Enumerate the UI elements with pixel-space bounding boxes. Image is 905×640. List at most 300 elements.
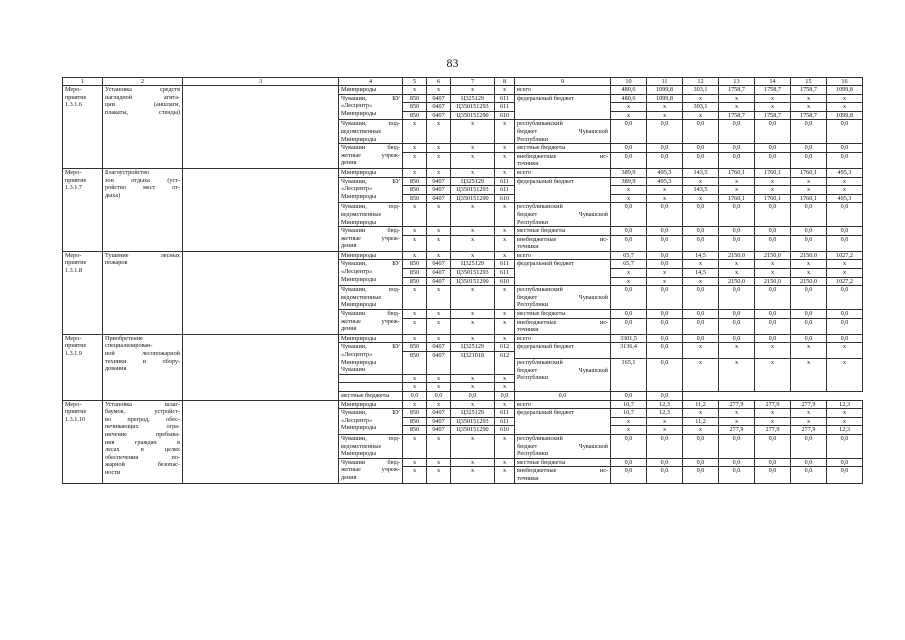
cell-line: точники [517, 243, 539, 251]
cell-line: Чувашии, БУ [341, 94, 400, 102]
cell-line: республиканский [517, 434, 563, 442]
cell-line: Тушение лесных [105, 251, 180, 259]
budget-code: 0407 [427, 343, 451, 352]
budget-table [62, 77, 863, 484]
measure-name [103, 251, 183, 334]
budget-code: х [495, 152, 515, 168]
cell-line [341, 375, 400, 383]
cell-line: всего [517, 334, 531, 342]
budget-code: х [451, 318, 495, 334]
amount: 0,0 [647, 251, 683, 260]
cell-line: Минприроды [341, 251, 377, 259]
cell-line: федеральный бюджет [517, 177, 574, 185]
amount: 0,0 [683, 467, 719, 483]
cell-line: дения [341, 242, 357, 250]
executor [339, 86, 403, 95]
amount: 0,0 [683, 318, 719, 334]
amount: 495,3 [827, 168, 863, 177]
budget-code: х [427, 251, 451, 260]
budget-code: Ц350151290 [451, 194, 495, 203]
amount: 0,0 [647, 391, 683, 400]
amount: х [611, 277, 647, 286]
amount: х [647, 186, 683, 195]
amount: 2150,0 [719, 277, 755, 286]
cell-line: Минприроды [341, 192, 377, 200]
funding-source [515, 152, 611, 168]
funding-source [515, 168, 611, 177]
cell-line: Чувашии, БУ [341, 343, 400, 351]
budget-code: 612 [495, 352, 515, 375]
amount: 0,0 [647, 227, 683, 236]
amount: 480,6 [611, 94, 647, 103]
cell-line: ведомственные [341, 293, 382, 301]
executor [339, 374, 403, 383]
budget-code: 0407 [427, 352, 451, 375]
budget-code: Ц350151293 [451, 186, 495, 195]
cell-line: Республики [517, 374, 549, 382]
amount: х [755, 94, 791, 103]
budget-code: х [427, 383, 451, 392]
budget-code: х [495, 383, 515, 392]
amount: 277,9 [755, 400, 791, 409]
cell-line: Минприроды [341, 86, 377, 93]
amount: х [827, 417, 863, 426]
budget-code: х [495, 203, 515, 227]
amount: х [827, 343, 863, 359]
budget-code: Ц325129 [451, 177, 495, 186]
budget-code: 850 [403, 409, 427, 418]
cell-line: техники и обору- [105, 357, 180, 365]
cell-line: пожаров [105, 259, 128, 267]
cell-line: Меро- [65, 251, 82, 259]
cell-line: Благоустройство [105, 168, 150, 176]
amount: 11,2 [683, 417, 719, 426]
amount: х [791, 409, 827, 418]
column-header: 15 [791, 78, 827, 86]
amount: 1027,2 [827, 251, 863, 260]
header-row [63, 78, 863, 86]
budget-code: х [495, 374, 515, 383]
amount: 0,0 [755, 310, 791, 319]
budget-code: х [451, 458, 495, 467]
amount: х [827, 94, 863, 103]
amount: х [791, 186, 827, 195]
cell-line: ции (аншлаги, [105, 101, 180, 109]
amount: 0,0 [827, 310, 863, 319]
funding-source [515, 467, 611, 483]
budget-code: х [403, 235, 427, 251]
cell-line: дыха) [105, 191, 121, 199]
cell-line: ности [105, 468, 121, 476]
amount: 277,9 [719, 400, 755, 409]
amount: 1099,8 [647, 86, 683, 95]
amount: 0,0 [647, 203, 683, 227]
budget-code: х [403, 168, 427, 177]
amount: х [683, 359, 719, 392]
amount: 1099,8 [647, 94, 683, 103]
amount: х [719, 417, 755, 426]
amount: 0,0 [827, 203, 863, 227]
amount: 0,0 [647, 434, 683, 458]
budget-code: х [495, 318, 515, 334]
cell-line: лесах в целях [105, 446, 180, 454]
funding-source [515, 409, 611, 435]
cell-line: приятие [65, 93, 87, 101]
amount: х [611, 417, 647, 426]
amount: 0,0 [827, 227, 863, 236]
budget-code: х [495, 458, 515, 467]
amount: 0,0 [683, 120, 719, 144]
cell-line: ной лесопожарной [105, 350, 180, 357]
budget-code: х [427, 144, 451, 153]
amount: 12,3 [827, 400, 863, 409]
budget-code: х [427, 458, 451, 467]
budget-code: х [403, 144, 427, 153]
executor [339, 310, 403, 335]
cell-line: федеральный бюджет [517, 94, 574, 102]
cell-line: Минприроды [341, 301, 377, 309]
budget-code: х [403, 374, 427, 383]
cell-line: федеральный бюджет [517, 409, 574, 417]
cell-line: приятие [65, 408, 87, 416]
measure-name [103, 400, 183, 483]
budget-code: х [451, 152, 495, 168]
amount: х [719, 343, 755, 359]
cell-line: 1.3.1.8 [65, 267, 83, 275]
funding-source [515, 400, 611, 409]
cell-line: специализирован- [105, 342, 153, 350]
column-header: 12 [683, 78, 719, 86]
amount: 1099,8 [827, 111, 863, 120]
amount: 0,0 [791, 310, 827, 319]
budget-code: х [495, 120, 515, 144]
budget-code: х [427, 152, 451, 168]
amount: х [791, 94, 827, 103]
amount: 495,3 [647, 177, 683, 186]
cell-line: Чувашии [341, 366, 366, 374]
amount: 65,7 [611, 260, 647, 269]
amount: х [683, 177, 719, 186]
amount: 0,0 [827, 152, 863, 168]
budget-code: х [403, 400, 427, 409]
budget-code: х [403, 318, 427, 334]
amount: х [611, 426, 647, 435]
budget-code: 850 [403, 277, 427, 286]
amount: 0,0 [719, 310, 755, 319]
amount: 0,0 [495, 391, 515, 400]
budget-code: х [427, 120, 451, 144]
amount: 2150,0 [791, 251, 827, 260]
amount: 0,0 [683, 334, 719, 343]
amount: 0,0 [403, 391, 427, 400]
budget-code: Ц350151293 [451, 103, 495, 112]
cell-line: ния граждан в [105, 438, 180, 446]
amount: х [719, 359, 755, 392]
amount: 0,0 [791, 318, 827, 334]
cell-line: Чувашии бюд- [341, 144, 400, 152]
amount: 0,0 [827, 144, 863, 153]
budget-code: х [403, 251, 427, 260]
amount: х [827, 269, 863, 278]
cell-line: Меро- [65, 400, 82, 408]
amount: 0,0 [719, 235, 755, 251]
amount: 0,0 [791, 203, 827, 227]
amount: 0,0 [611, 458, 647, 467]
column-header: 2 [103, 78, 183, 86]
budget-code: 611 [495, 186, 515, 195]
budget-code: х [451, 286, 495, 310]
budget-code: 0407 [427, 103, 451, 112]
measure-id [63, 251, 103, 334]
funding-source [515, 318, 611, 334]
column-header: 4 [339, 78, 403, 86]
cell-line: всего [517, 400, 531, 408]
amount: 389,9 [611, 177, 647, 186]
cell-line: всего [517, 168, 531, 176]
budget-code: х [451, 310, 495, 319]
amount: 0,0 [755, 227, 791, 236]
budget-code: х [495, 227, 515, 236]
cell-line: «Лесцентр» [341, 351, 373, 358]
funding-source [515, 334, 611, 343]
amount: 0,0 [647, 144, 683, 153]
measure-id [63, 168, 103, 251]
executor [339, 144, 403, 169]
funding-source [515, 177, 611, 203]
budget-code: х [451, 334, 495, 343]
cell-line: Минприроды [341, 168, 377, 176]
funding-source [515, 251, 611, 260]
cell-line: Республики [517, 301, 549, 309]
amount: 165,1 [611, 359, 647, 392]
amount: 0,0 [791, 152, 827, 168]
table-row [63, 168, 863, 177]
amount: 480,6 [611, 86, 647, 95]
amount: х [755, 359, 791, 392]
budget-code: 850 [403, 103, 427, 112]
cell-line: Минприроды [341, 334, 377, 342]
funding-source [515, 434, 611, 458]
amount: 0,0 [755, 203, 791, 227]
cell-line: «Лесцентр» [341, 416, 373, 424]
budget-code: 850 [403, 186, 427, 195]
budget-code: х [427, 467, 451, 483]
budget-code: х [451, 400, 495, 409]
amount: 0,0 [611, 391, 647, 400]
budget-code: х [495, 286, 515, 310]
funding-source [515, 310, 611, 319]
cell-line: внебюджетные ис- [517, 235, 608, 243]
amount: 2150,0 [791, 277, 827, 286]
column-header: 13 [719, 78, 755, 86]
budget-code: х [427, 310, 451, 319]
amount: 14,5 [683, 269, 719, 278]
column-header: 7 [451, 78, 495, 86]
budget-code: Ц350151290 [451, 277, 495, 286]
budget-code: х [451, 434, 495, 458]
executor [339, 251, 403, 260]
amount: 0,0 [827, 458, 863, 467]
budget-code: Ц350151293 [451, 417, 495, 426]
amount: 0,0 [611, 235, 647, 251]
cell-line: жетные учреж- [341, 466, 400, 474]
budget-code: х [451, 251, 495, 260]
amount: х [827, 409, 863, 418]
cell-line: Минприроды [341, 218, 377, 226]
amount: 0,0 [683, 227, 719, 236]
budget-code: 610 [495, 111, 515, 120]
budget-code: 0407 [427, 111, 451, 120]
cell-line: зон отдыха (уст- [105, 176, 180, 184]
funding-source [515, 286, 611, 310]
amount: 65,7 [611, 251, 647, 260]
cell-line: Меро- [65, 334, 82, 342]
amount: 389,9 [611, 168, 647, 177]
cell-line: дения [341, 159, 357, 167]
budget-code: х [451, 86, 495, 95]
cell-line: «Лесцентр» [341, 185, 373, 193]
cell-line: бюджет Чувашской [517, 210, 608, 218]
amount: 0,0 [719, 120, 755, 144]
budget-code: х [451, 383, 495, 392]
cell-line: Минприроды [341, 424, 377, 432]
amount: 2150,0 [755, 277, 791, 286]
budget-code: х [403, 120, 427, 144]
amount: 0,0 [719, 152, 755, 168]
cell-line: бюджет Чувашской [517, 127, 608, 135]
cell-line [341, 383, 400, 391]
table-row [63, 86, 863, 95]
funding-source [515, 458, 611, 467]
amount: х [791, 359, 827, 392]
budget-code: 610 [495, 194, 515, 203]
column-header: 16 [827, 78, 863, 86]
amount: х [683, 409, 719, 418]
cell-line: Меро- [65, 86, 82, 93]
cell-line: местные бюджеты [517, 310, 566, 318]
funding-source [515, 86, 611, 95]
cell-line: обеспечения по- [105, 453, 180, 461]
amount: 0,0 [683, 203, 719, 227]
cell-line: республиканский [517, 286, 563, 294]
executor [339, 383, 403, 392]
amount: 0,0 [515, 391, 611, 400]
budget-code: 0407 [427, 426, 451, 435]
budget-code: х [403, 334, 427, 343]
executor [339, 343, 403, 374]
amount: 0,0 [647, 467, 683, 483]
budget-code: х [427, 235, 451, 251]
amount: 0,0 [647, 343, 683, 359]
amount: 0,0 [791, 286, 827, 310]
column-header: 11 [647, 78, 683, 86]
cell-line: баумов, устройст- [105, 408, 180, 416]
funding-source [515, 144, 611, 153]
budget-code: х [427, 318, 451, 334]
cell-line: 1.3.1.7 [65, 184, 83, 192]
amount: 0,0 [827, 334, 863, 343]
amount: 0,0 [611, 152, 647, 168]
cell-line: Чувашии, под- [341, 434, 400, 442]
cell-line: всего [517, 251, 531, 259]
budget-code: 611 [495, 260, 515, 269]
cell-line: федеральный бюджет [517, 343, 574, 351]
column-header: 3 [183, 78, 339, 86]
amount: 11,2 [683, 400, 719, 409]
amount: х [647, 103, 683, 112]
cell-line: ведомственные [341, 210, 382, 218]
amount: 0,0 [755, 120, 791, 144]
executor [339, 203, 403, 227]
amount: 0,0 [791, 434, 827, 458]
amount: х [647, 111, 683, 120]
amount: 1760,1 [791, 168, 827, 177]
cell-line: Чувашии, БУ [341, 177, 400, 185]
cell-line: Минприроды [341, 275, 377, 283]
executor [339, 409, 403, 435]
amount: х [755, 177, 791, 186]
budget-code: х [427, 434, 451, 458]
amount: 0,0 [719, 318, 755, 334]
cell-line: во преград, обес- [105, 415, 180, 423]
amount: х [755, 269, 791, 278]
amount: 0,0 [827, 235, 863, 251]
amount: 0,0 [683, 458, 719, 467]
amount: 1758,7 [719, 86, 755, 95]
amount: 303,1 [683, 86, 719, 95]
amount: 0,0 [719, 144, 755, 153]
budget-code: х [403, 86, 427, 95]
amount: х [683, 277, 719, 286]
amount: 0,0 [719, 467, 755, 483]
budget-code: х [427, 400, 451, 409]
cell-line: 1.3.1.10 [65, 415, 86, 423]
amount: х [827, 177, 863, 186]
cell-line: бюджет Чувашской [517, 293, 608, 301]
funding-source [515, 343, 611, 359]
amount: х [611, 269, 647, 278]
amount: х [683, 111, 719, 120]
amount: х [719, 186, 755, 195]
amount: 2150,0 [719, 251, 755, 260]
cell-line: внебюджетные ис- [517, 467, 608, 475]
executor [339, 177, 403, 203]
budget-code: 610 [495, 426, 515, 435]
amount: х [827, 103, 863, 112]
empty-cell [183, 86, 339, 169]
budget-code: Ц350151293 [451, 269, 495, 278]
cell-line: Минприроды [341, 450, 377, 458]
amount: 0,0 [427, 391, 451, 400]
amount: х [755, 186, 791, 195]
amount: 0,0 [647, 310, 683, 319]
cell-line: «Лесцентр» [341, 102, 373, 110]
amount: 0,0 [755, 458, 791, 467]
page-number: 83 [446, 56, 459, 70]
budget-code: х [427, 227, 451, 236]
cell-line: республиканский [517, 359, 563, 367]
cell-line: печивающих огра- [105, 423, 180, 431]
amount: 1760,1 [755, 194, 791, 203]
amount: 277,9 [791, 426, 827, 435]
amount: 0,0 [827, 120, 863, 144]
amount: х [611, 103, 647, 112]
cell-line: федеральный бюджет [517, 260, 574, 268]
amount: 0,0 [791, 235, 827, 251]
cell-line: ведомственные [341, 127, 382, 135]
amount: 495,3 [647, 168, 683, 177]
amount: х [755, 417, 791, 426]
